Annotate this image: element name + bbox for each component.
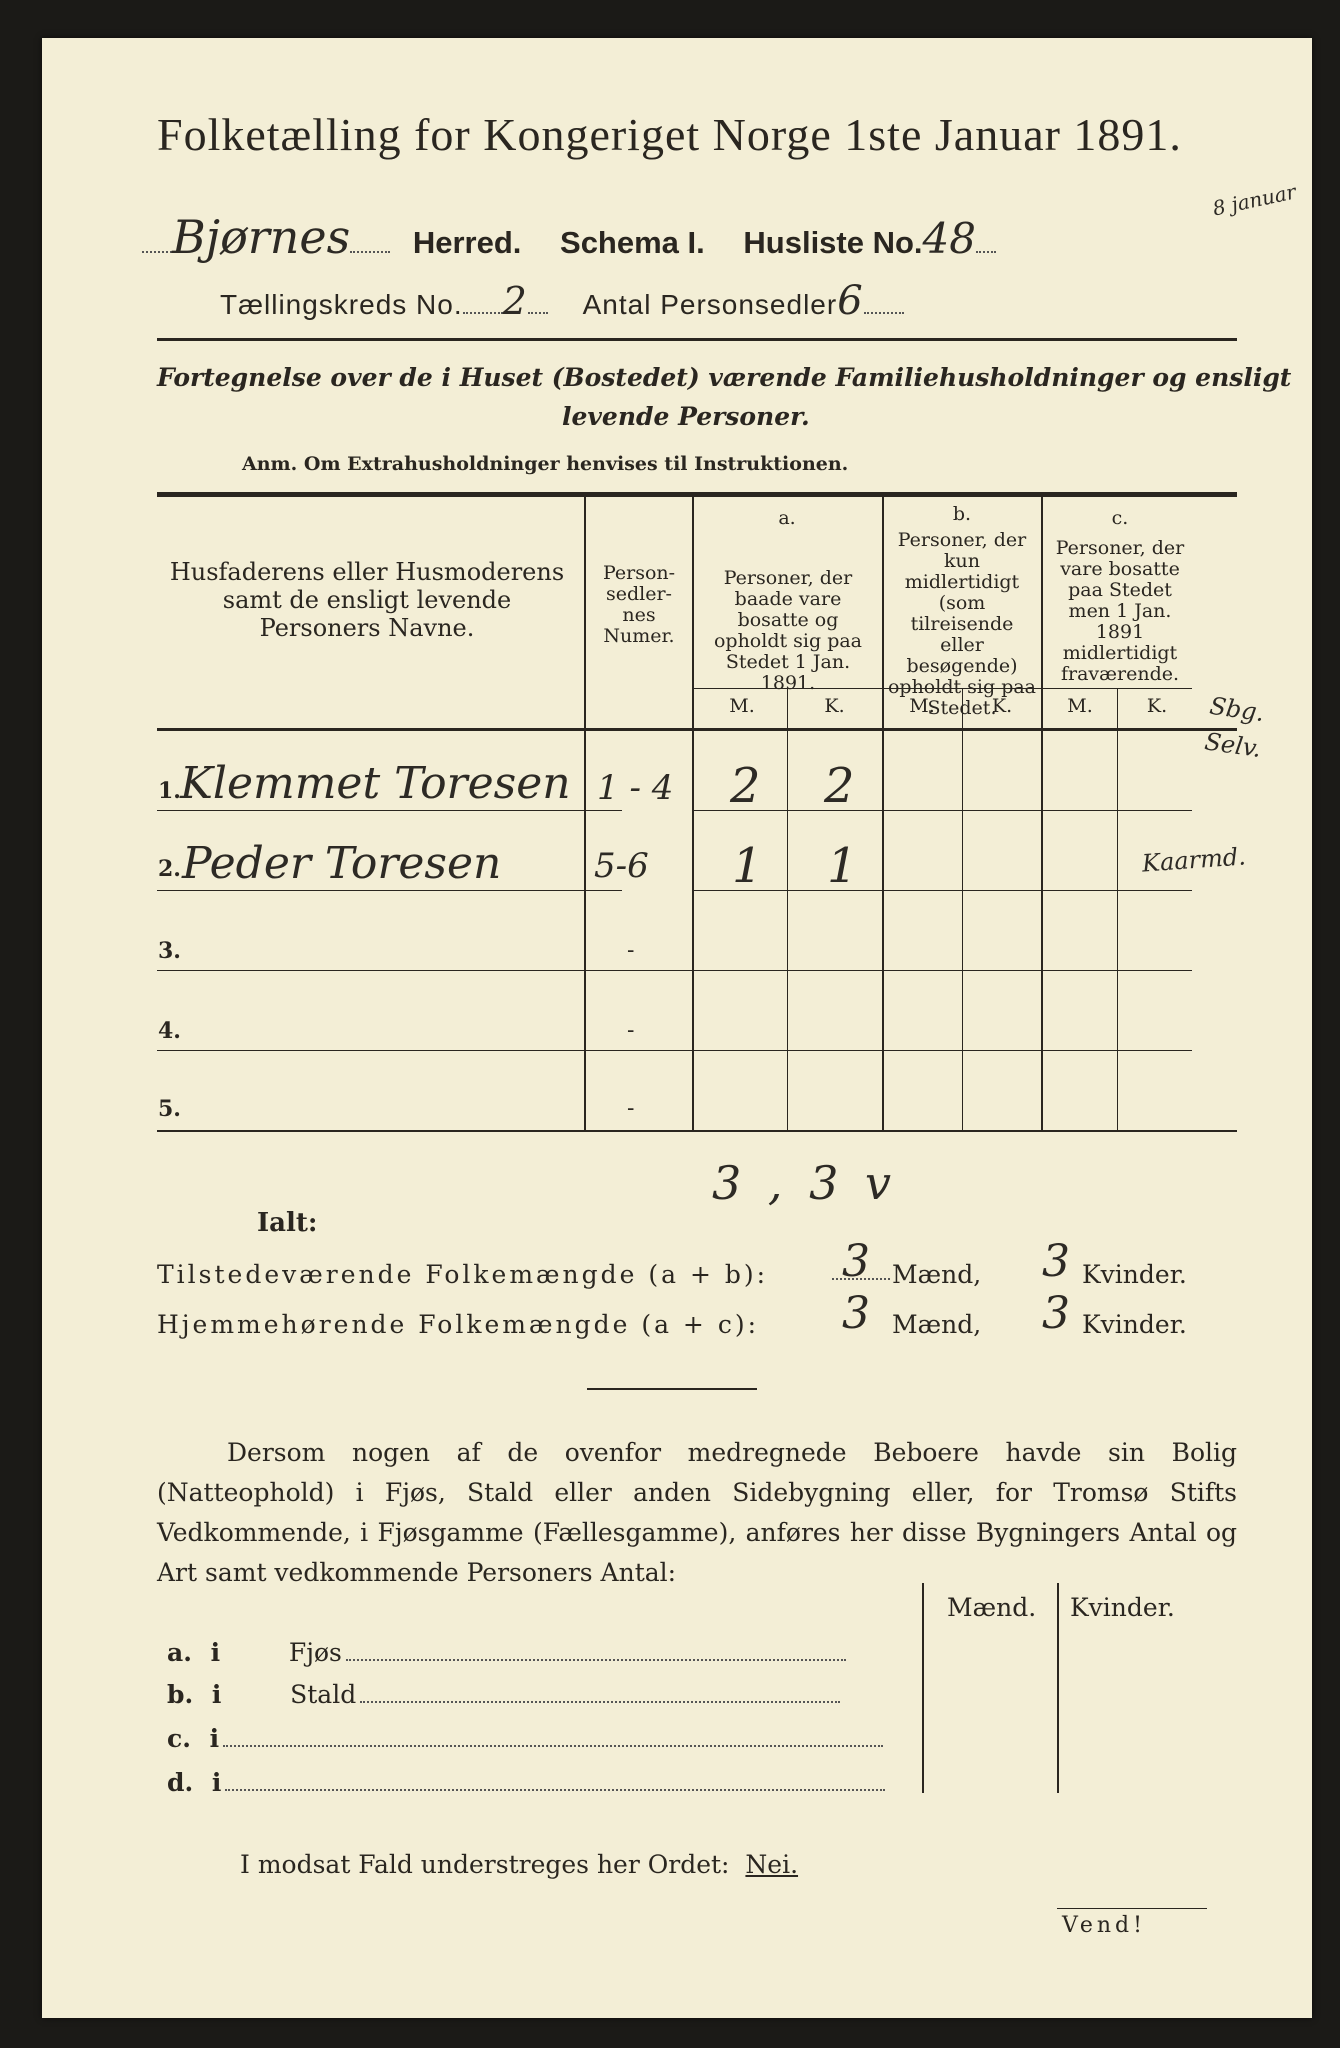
col-c-letter: c. [1111, 507, 1129, 529]
bolig-vrule-2 [1057, 1583, 1059, 1793]
item-a-i: i [210, 1638, 221, 1667]
row-rule-3 [157, 970, 1192, 971]
bolig-item-a [167, 1638, 917, 1667]
vend-text: Vend! [1062, 1913, 1146, 1938]
margin-head-note: Sbg. Selv. [1202, 691, 1267, 764]
col-header-names: Husfaderens eller Husmoderens samt de ensligt levende Personers Navne. [169, 558, 565, 642]
item-a-letter: a. [167, 1638, 192, 1667]
row-1-a-k: 2 [824, 758, 855, 814]
row-2-note: Kaarmd. [1141, 842, 1247, 878]
vrule-2 [692, 497, 694, 1132]
item-c-letter: c. [167, 1724, 191, 1753]
col-header-a: Personer, der baade vare bosatte og opholdt sig paa Stedet 1 Jan. 1891. [713, 567, 863, 694]
vrule-b-mk [962, 688, 963, 1132]
hjemme-label: Hjemmehørende Folkemængde (a + c): [157, 1310, 759, 1339]
anm-note: Anm. Om Extrahusholdninger henvises til Instruktionen. [242, 453, 849, 475]
row-2-a-m: 1 [732, 838, 763, 894]
kreds-line [220, 278, 904, 324]
vend-rule [1057, 1908, 1207, 1909]
row-1-a-m: 2 [730, 758, 761, 814]
row-rule-1 [157, 810, 622, 811]
col-a-letter: a. [778, 507, 796, 529]
vrule-c-mk [1117, 688, 1118, 1132]
short-divider [587, 1388, 757, 1390]
vrule-3 [882, 497, 884, 1132]
divider-top [157, 338, 1237, 341]
subtitle-line1: Fortegnelse over de i Huset (Bostedet) værende Familiehusholdninger og ensligt [157, 363, 1292, 392]
row-1-num: 1. [158, 778, 181, 804]
row-2-numer: 5-6 [594, 846, 649, 886]
margin-date-note: 8 januar [1210, 179, 1299, 221]
item-a-label: Fjøs [288, 1638, 342, 1667]
antal-label: Antal Personsedler [582, 289, 838, 320]
row-rule-2 [157, 890, 622, 891]
item-b-label: Stald [290, 1680, 357, 1709]
item-b-letter: b. [167, 1680, 194, 1709]
row-3-num: 3. [158, 938, 181, 964]
col-b-letter: b. [952, 503, 972, 525]
bolig-item-b [167, 1680, 917, 1709]
c-m-label: M. [1067, 695, 1093, 717]
subtitle-line2: levende Personer. [562, 402, 810, 431]
tilstede-label: Tilstedeværende Folkemængde (a + b): [157, 1260, 769, 1289]
vrule-4 [1041, 497, 1043, 1132]
row-5-num: 5. [158, 1096, 181, 1122]
kreds-value: 2 [502, 279, 528, 323]
b-k-label: K. [991, 695, 1013, 717]
item-d-i: i [211, 1768, 222, 1797]
bolig-col-maend: Mænd. [947, 1593, 1037, 1622]
bolig-paragraph: Dersom nogen af de ovenfor medregnede Beboere havde sin Bolig (Natteophold) i Fjøs, Stald eller anden Sidebygning eller, for Tromsø Stifts Vedkommende, i Fjøsgamme (Fællesgamme), anføres her disse Bygningers Antal og Art samt vedkommende Personers Antal: [157, 1438, 1237, 1587]
herred-label: Herred. [412, 225, 522, 260]
hjemme-k: 3 [1042, 1288, 1070, 1339]
item-c-i: i [209, 1724, 220, 1753]
kreds-label: Tællingskreds No. [220, 289, 463, 320]
row-rule-4 [157, 1050, 1192, 1051]
c-k-label: K. [1146, 695, 1168, 717]
ialt-values: 3 , 3 v [712, 1156, 898, 1210]
b-m-label: M. [909, 695, 935, 717]
row-1-name: Klemmet Toresen [180, 758, 571, 809]
a-m-label: M. [729, 695, 755, 717]
husliste-label: Husliste No. [743, 225, 923, 260]
col-header-numer: Person-sedler-nes Numer. [602, 562, 676, 647]
census-form [42, 38, 1312, 2018]
item-d-letter: d. [167, 1768, 194, 1797]
col-header-c: Personer, der vare bosatte paa Stedet men 1 Jan. 1891 midlertidigt fraværende. [1055, 537, 1185, 685]
row-2-num: 2. [158, 856, 181, 882]
table-head-rule [157, 728, 1237, 731]
husliste-value: 48 [922, 214, 976, 263]
row-rule-1b [692, 810, 1192, 811]
col-header-b: Personer, der kun midlertidigt (som tilreisende eller besøgende) opholdt sig paa Stedet. [887, 529, 1037, 719]
nei-word: Nei. [745, 1850, 799, 1879]
row-2-a-k: 1 [827, 838, 858, 894]
herred-line [142, 210, 996, 264]
row-5-numer: - [627, 1096, 635, 1121]
bolig-item-c [167, 1724, 917, 1753]
tilstede-maend: Mænd, [892, 1260, 982, 1289]
row-4-num: 4. [158, 1018, 181, 1044]
bolig-vrule-1 [922, 1583, 924, 1793]
tilstede-m: 3 [842, 1236, 870, 1287]
vrule-a-mk [787, 688, 788, 1132]
hjemme-maend: Mænd, [892, 1310, 982, 1339]
tilstede-k: 3 [1042, 1236, 1070, 1287]
form-title: Folketælling for Kongeriget Norge 1ste Januar 1891. [157, 109, 1182, 160]
hjemme-kvinder: Kvinder. [1082, 1310, 1187, 1339]
bolig-item-d [167, 1768, 917, 1797]
modsat-text: I modsat Fald understreges her Ordet: [240, 1850, 730, 1879]
bolig-col-kvinder: Kvinder. [1070, 1593, 1175, 1622]
antal-value: 6 [837, 278, 864, 324]
vrule-1 [584, 497, 586, 1132]
row-1-numer: 1 - 4 [597, 768, 674, 808]
table-top-rule [157, 492, 1237, 497]
item-b-i: i [211, 1680, 222, 1709]
row-4-numer: - [627, 1018, 635, 1043]
tilstede-kvinder: Kvinder. [1082, 1260, 1187, 1289]
herred-value: Bjørnes [172, 210, 351, 264]
row-2-name: Peder Toresen [182, 838, 502, 889]
schema-label: Schema I. [560, 225, 705, 260]
modsat-line [240, 1850, 798, 1879]
a-k-label: K. [824, 695, 845, 717]
row-rule-2b [692, 890, 1192, 891]
hjemme-m: 3 [842, 1288, 870, 1339]
row-3-numer: - [627, 938, 635, 963]
ialt-label: Ialt: [257, 1208, 318, 1238]
table-bottom-rule [157, 1130, 1237, 1132]
